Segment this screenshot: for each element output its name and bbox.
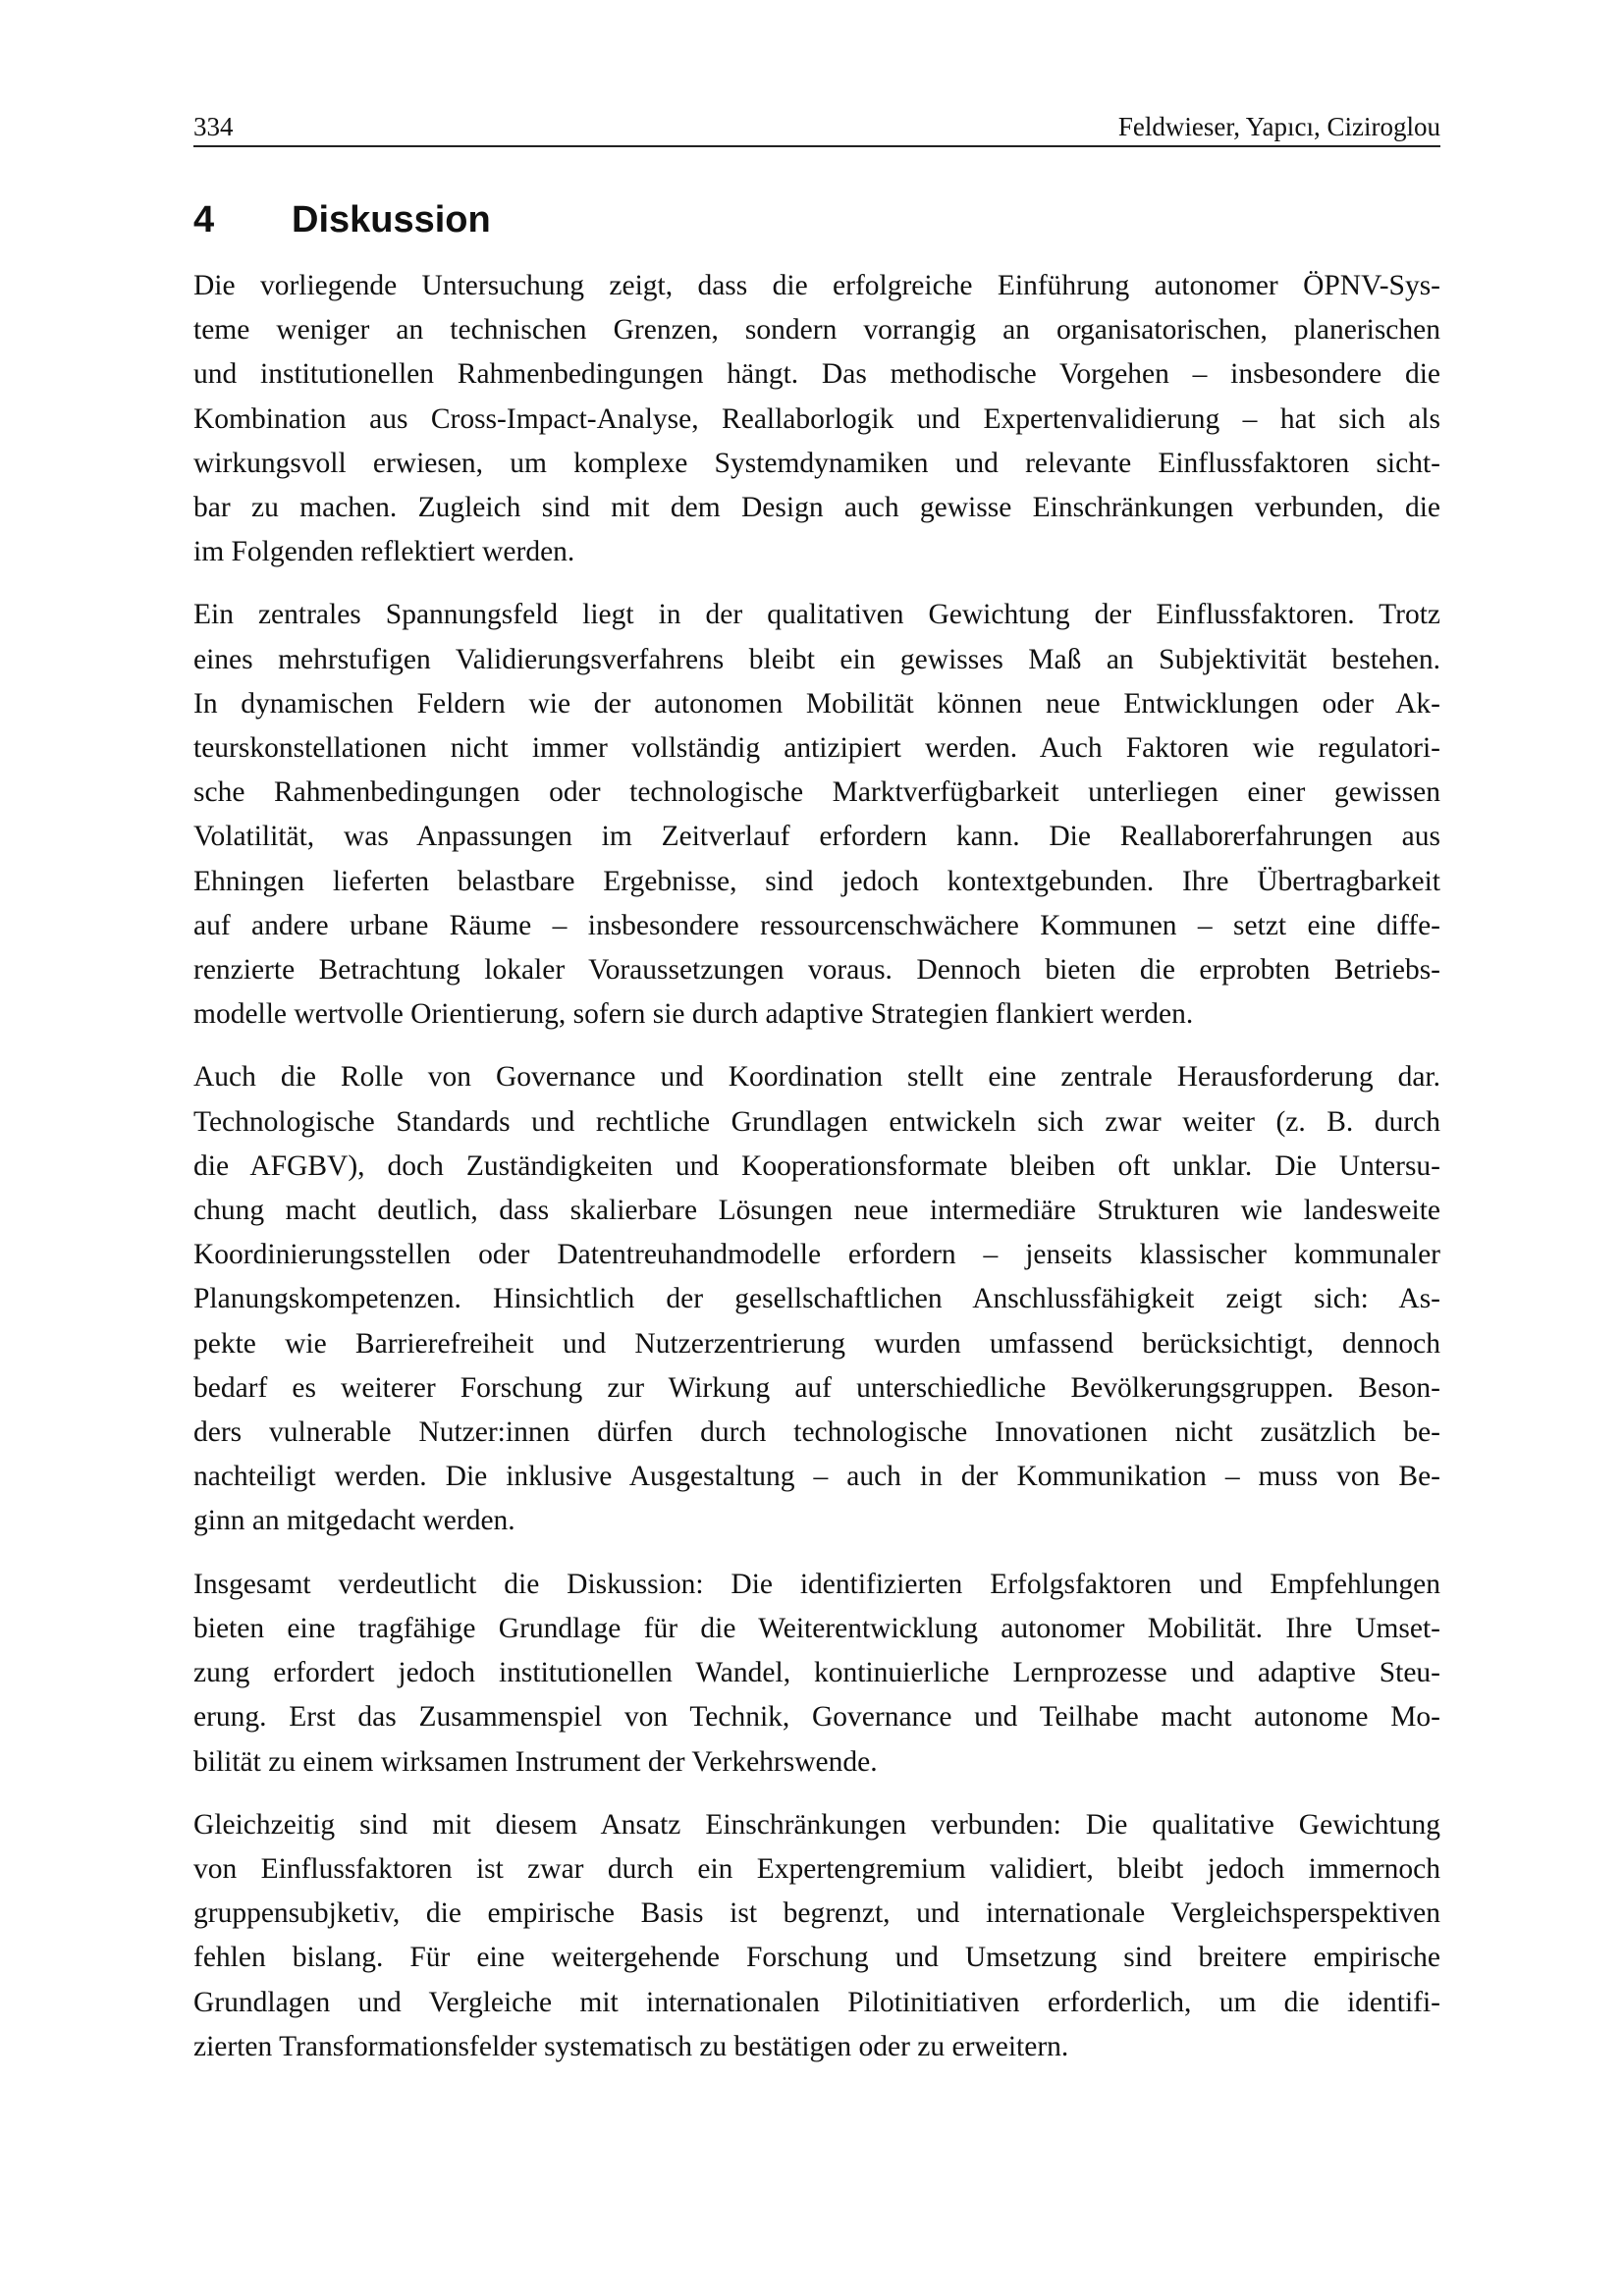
text-line: von Einflussfaktoren ist zwar durch ein Expertengremium validiert, bleibt jedoch immernoch [193, 1852, 1440, 1885]
text-line: wirkungsvoll erwiesen, um komplexe Systemdynamiken und relevante Einflussfaktoren sicht- [193, 447, 1440, 479]
text-line: erung. Erst das Zusammenspiel von Technik, Governance und Teilhabe macht autonome Mo- [193, 1701, 1440, 1734]
text-line: Technologische Standards und rechtliche Grundlagen entwickeln sich zwar weiter (z. B. durch [193, 1105, 1440, 1138]
text-line: pekte wie Barrierefreiheit und Nutzerzentrierung wurden umfassend berücksichtigt, dennoch [193, 1327, 1440, 1360]
text-line: und institutionellen Rahmenbedingungen hängt. Das methodische Vorgehen – insbesondere die [193, 358, 1440, 391]
text-line: Grundlagen und Vergleiche mit internationalen Pilotinitiativen erforderlich, um die identifi- [193, 1986, 1440, 2018]
text-line: ders vulnerable Nutzer:innen dürfen durch technologische Innovationen nicht zusätzlich be- [193, 1416, 1440, 1449]
text-line: In dynamischen Feldern wie der autonomen Mobilität können neue Entwicklungen oder Ak- [193, 687, 1440, 720]
text-line: Volatilität, was Anpassungen im Zeitverlauf erfordern kann. Die Reallaborerfahrungen aus [193, 821, 1440, 853]
section-number: 4 [193, 199, 215, 240]
text-line: sche Rahmenbedingungen oder technologische Marktverfügbarkeit unterliegen einer gewissen [193, 776, 1440, 809]
text-line: chung macht deutlich, dass skalierbare Lösungen neue intermediäre Strukturen wie landesweite [193, 1195, 1440, 1227]
text-line: Gleichzeitig sind mit diesem Ansatz Einschränkungen verbunden: Die qualitative Gewichtung [193, 1808, 1440, 1841]
text-line: Planungskompetenzen. Hinsichtlich der gesellschaftlichen Anschlussfähigkeit zeigt sich: As- [193, 1283, 1440, 1315]
text-line: zung erfordert jedoch institutionellen Wandel, kontinuierliche Lernprozesse und adaptive Steu- [193, 1657, 1440, 1689]
page-number: 334 [193, 112, 234, 141]
text-line: Ein zentrales Spannungsfeld liegt in der qualitativen Gewichtung der Einflussfaktoren. Trotz [193, 599, 1440, 631]
section-title: Diskussion [292, 199, 491, 240]
text-line: nachteiligt werden. Die inklusive Ausgestaltung – auch in der Kommunikation – muss von Be- [193, 1461, 1440, 1493]
text-line: bar zu machen. Zugleich sind mit dem Design auch gewisse Einschränkungen verbunden, die [193, 492, 1440, 524]
text-line: gruppensubjketiv, die empirische Basis ist begrenzt, und internationale Vergleichsperspektiven [193, 1897, 1440, 1930]
text-line: Koordinierungsstellen oder Datentreuhandmodelle erfordern – jenseits klassischer kommunaler [193, 1239, 1440, 1271]
text-line: im Folgenden reflektiert werden. [193, 536, 575, 568]
text-line: teme weniger an technischen Grenzen, sondern vorrangig an organisatorischen, planerischen [193, 314, 1440, 347]
text-line: auf andere urbane Räume – insbesondere ressourcenschwächere Kommunen – setzt eine diffe- [193, 909, 1440, 941]
section-heading [193, 196, 1440, 243]
text-line: fehlen bislang. Für eine weitergehende Forschung und Umsetzung sind breitere empirische [193, 1942, 1440, 1974]
text-line: ginn an mitgedacht werden. [193, 1505, 515, 1537]
text-line: Auch die Rolle von Governance und Koordination stellt eine zentrale Herausforderung dar. [193, 1061, 1440, 1094]
paragraph-2 [193, 593, 1440, 1037]
text-line: bieten eine tragfähige Grundlage für die Weiterentwicklung autonomer Mobilität. Ihre Umset- [193, 1612, 1440, 1644]
text-line: zierten Transformationsfelder systematisch zu bestätigen oder zu erweitern. [193, 2030, 1069, 2062]
paragraph-5 [193, 1803, 1440, 2069]
text-line: Insgesamt verdeutlicht die Diskussion: Die identifizierten Erfolgsfaktoren und Empfehlungen [193, 1568, 1440, 1600]
body-text [193, 264, 1440, 2069]
paragraph-1 [193, 264, 1440, 574]
text-line: teurskonstellationen nicht immer vollständig antizipiert werden. Auch Faktoren wie regulatori- [193, 732, 1440, 765]
paragraph-3 [193, 1055, 1440, 1543]
text-line: Ehningen lieferten belastbare Ergebnisse, sind jedoch kontextgebunden. Ihre Übertragbarkeit [193, 865, 1440, 897]
running-header-authors: Feldwieser, Yapıcı, Ciziroglou [1117, 112, 1440, 141]
text-line: bilität zu einem wirksamen Instrument der Verkehrswende. [193, 1745, 878, 1778]
text-line: die AFGBV), doch Zuständigkeiten und Kooperationsformate bleiben oft unklar. Die Untersu- [193, 1149, 1440, 1182]
text-line: Kombination aus Cross-Impact-Analyse, Reallaborlogik und Expertenvalidierung – hat sich als [193, 402, 1440, 435]
text-line: Die vorliegende Untersuchung zeigt, dass die erfolgreiche Einführung autonomer ÖPNV-Sys- [193, 270, 1440, 301]
text-line: modelle wertvolle Orientierung, sofern sie durch adaptive Strategien flankiert werden. [193, 998, 1194, 1031]
paragraph-4 [193, 1563, 1440, 1785]
text-line: renzierte Betrachtung lokaler Voraussetzungen voraus. Dennoch bieten die erprobten Betriebs- [193, 954, 1440, 987]
text-line: bedarf es weiterer Forschung zur Wirkung auf unterschiedliche Bevölkerungsgruppen. Beson- [193, 1371, 1440, 1404]
text-line: eines mehrstufigen Validierungsverfahrens bleibt ein gewisses Maß an Subjektivität bestehen. [193, 643, 1440, 675]
running-header [193, 110, 1440, 147]
